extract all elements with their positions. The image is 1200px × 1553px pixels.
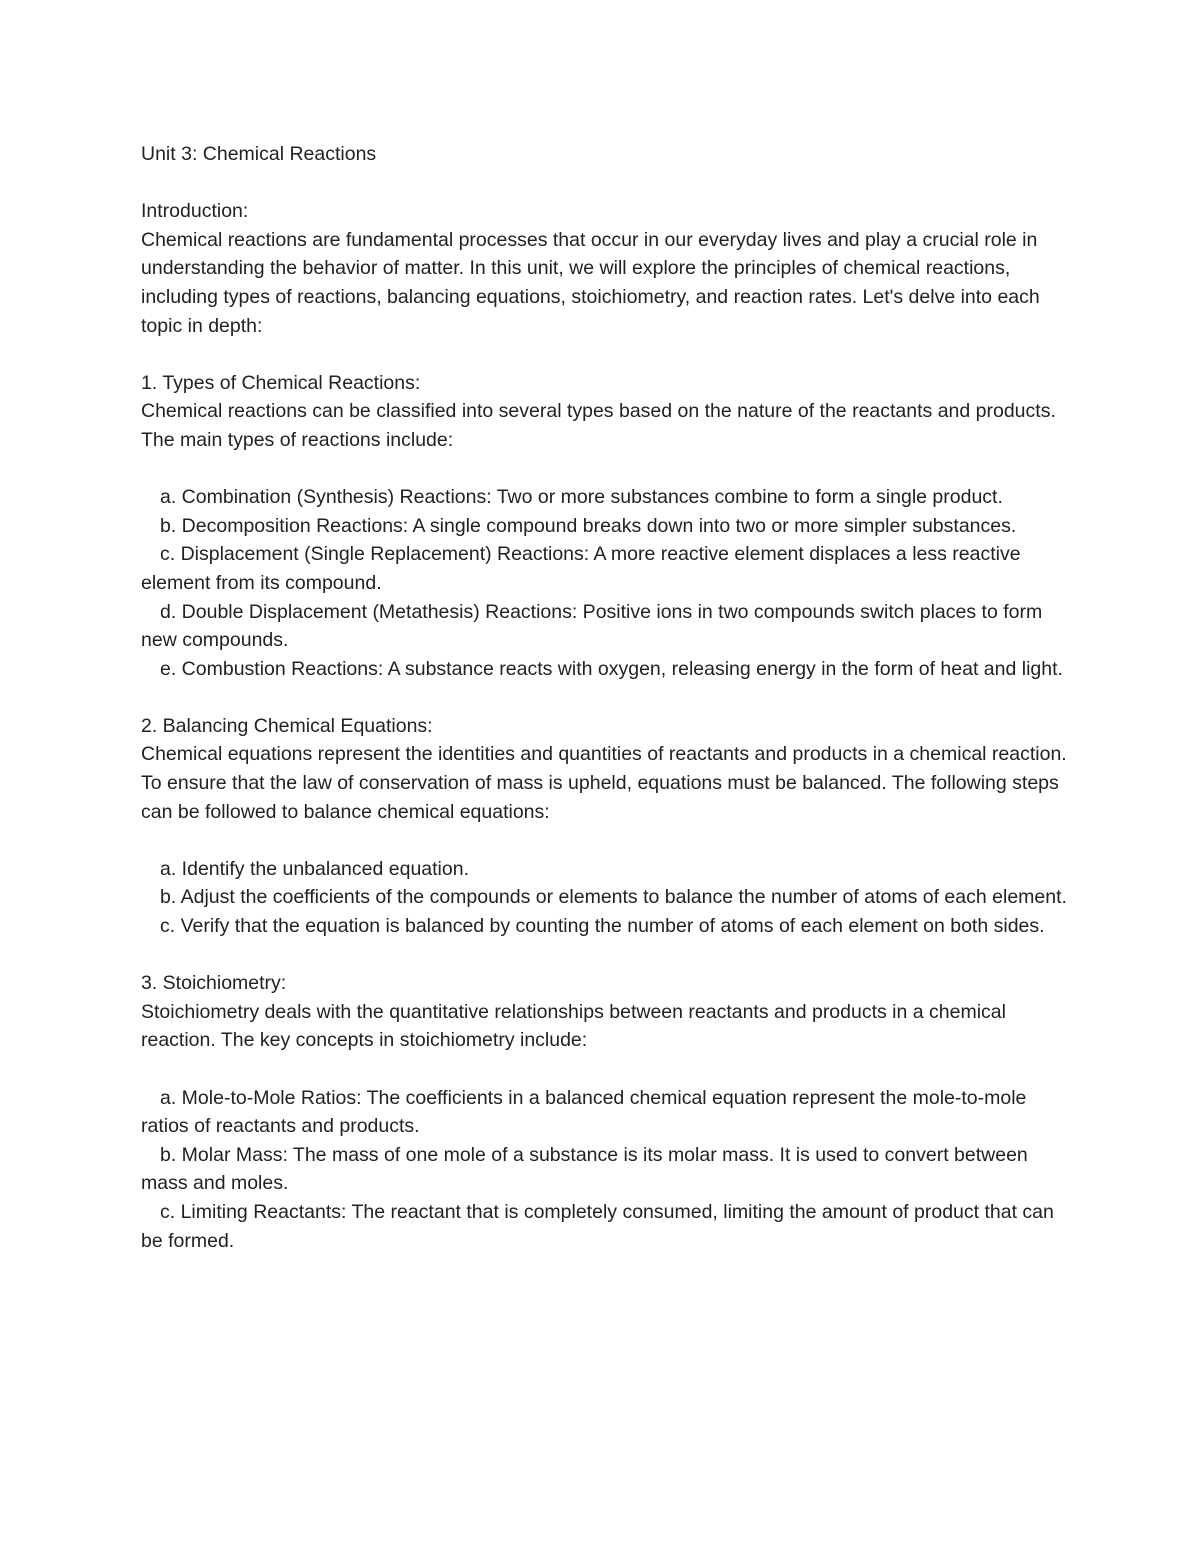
list-item: b. Decomposition Reactions: A single compound breaks down into two or more simpler substances. (160, 514, 1017, 537)
intro-heading: Introduction: (141, 200, 249, 223)
list-item: d. Double Displacement (Metathesis) Reactions: Positive ions in two compounds switch places to form new compounds. (141, 600, 1043, 652)
section-paragraph: Stoichiometry deals with the quantitative relationships between reactants and products in a chemical reaction. The key concepts in stoichiometry include: (141, 1000, 1006, 1052)
list-item: a. Identify the unbalanced equation. (160, 857, 469, 880)
list-item: c. Verify that the equation is balanced by counting the number of atoms of each element on both sides. (160, 915, 1045, 938)
list-item: b. Molar Mass: The mass of one mole of a substance is its molar mass. It is used to convert between mass and moles. (141, 1143, 1028, 1195)
document-title: Unit 3: Chemical Reactions (141, 143, 377, 165)
list-item: c. Limiting Reactants: The reactant that is completely consumed, limiting the amount of product that can be formed. (141, 1200, 1054, 1252)
document-body (141, 140, 1071, 1255)
spacer (141, 1055, 1071, 1084)
spacer (141, 683, 1071, 712)
list-item: e. Combustion Reactions: A substance reacts with oxygen, releasing energy in the form of heat and light. (160, 657, 1063, 680)
spacer (141, 826, 1071, 855)
list-item: b. Adjust the coefficients of the compounds or elements to balance the number of atoms of each element. (160, 886, 1067, 909)
intro-paragraph: Chemical reactions are fundamental processes that occur in our everyday lives and play a crucial role in understanding the behavior of matter. In this unit, we will explore the principles of chemical reactions, including types of reactions, balancing equations, stoichiometry, and reaction rates. Let's delve into each topic in depth: (141, 228, 1040, 337)
list-item: a. Mole-to-Mole Ratios: The coefficients in a balanced chemical equation represent the mole-to-mole ratios of reactants and products. (141, 1086, 1027, 1138)
spacer (141, 455, 1071, 484)
section-heading: 2. Balancing Chemical Equations: (141, 714, 433, 737)
spacer (141, 941, 1071, 970)
section-heading: 1. Types of Chemical Reactions: (141, 371, 421, 394)
spacer (141, 169, 1071, 198)
list-item: c. Displacement (Single Replacement) Reactions: A more reactive element displaces a less reactive element from its compound. (141, 543, 1021, 594)
list-item: a. Combination (Synthesis) Reactions: Two or more substances combine to form a single product. (160, 486, 1003, 509)
section-paragraph: Chemical reactions can be classified into several types based on the nature of the reactants and products. The main types of reactions include: (141, 400, 1056, 451)
spacer (141, 340, 1071, 369)
section-heading: 3. Stoichiometry: (141, 972, 287, 995)
section-paragraph: Chemical equations represent the identities and quantities of reactants and products in a chemical reaction. To ensure that the law of conservation of mass is upheld, equations must be balanced. The following steps can be followed to balance chemical equations: (141, 743, 1067, 823)
